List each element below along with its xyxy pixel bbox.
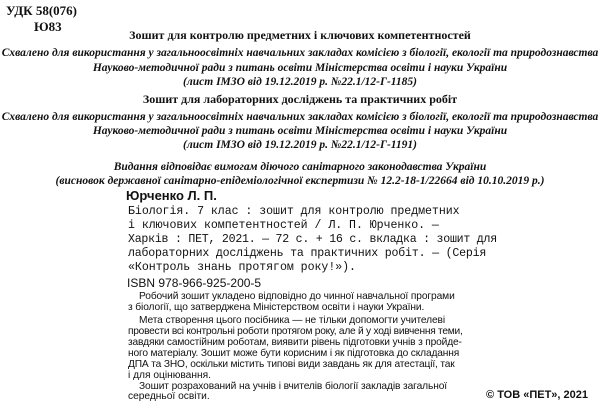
paragraph1-line-2: з біології, що затверджена Міністерством освіти і науки України. xyxy=(128,302,425,313)
sanitary-line-1: Видання відповідає вимогам діючого санітарного законодавства України xyxy=(113,161,487,173)
paragraph2-line-4: ного матеріалу. Зошит може бути корисним і як підготовка до складання xyxy=(128,348,460,359)
section2-title: Зошит для лабораторних досліджень та практичних робіт xyxy=(142,92,458,106)
paragraph2-line-3: завдяки самостійним роботам, виявити рівень підготовки учнів з пройде- xyxy=(128,337,462,348)
paragraph3-line-2: середньої освіти. xyxy=(128,391,210,402)
section2-approval-line-2: Науково-методичної ради з питань освіти Міністерства освіти і науки України xyxy=(92,125,508,137)
paragraph2-line-2: провести всі контрольні роботи протягом року, але й у ході вивчення теми, xyxy=(128,326,463,337)
section1-title: Зошит для контролю предметних і ключових компетентностей xyxy=(129,28,471,42)
copyright: © ТОВ «ПЕТ», 2021 xyxy=(486,389,588,401)
paragraph2-line-5: ДПА та ЗНО, оскільки містить типові види завдань як для атестації, так xyxy=(128,359,455,370)
author-heading: Юрченко Л. П. xyxy=(126,188,217,203)
bbk-code: Ю83 xyxy=(34,19,62,34)
section2-approval-line-3: (лист ІМЗО від 19.12.2019 р. №22.1/12-Г-1191) xyxy=(183,139,417,151)
section1-approval-line-1: Схвалено для використання у загальноосвітніх навчальних закладах комісією з біології, екології та природознавства xyxy=(1,47,599,59)
paragraph1-line-1: Робочий зошит укладено відповідно до чинної навчальної програми xyxy=(139,291,455,302)
citation-line-5: «Контроль знань протягом року!»). xyxy=(128,261,356,274)
citation-line-2: і ключових компетентностей / Л. П. Юрченко. — xyxy=(128,219,439,232)
citation-line-3: Харків : ПЕТ, 2021. — 72 с. + 16 с. вкладка : зошит для xyxy=(128,233,497,246)
section1-approval-line-2: Науково-методичної ради з питань освіти Міністерства освіти і науки України xyxy=(92,62,508,74)
udk-code: УДК 58(076) xyxy=(6,3,78,18)
sanitary-line-2: (висновок державної санітарно-епідеміологічної експертизи № 12.2-18-1/22664 від 10.10.2019 р.) xyxy=(55,175,545,187)
section2-approval-line-1: Схвалено для використання у загальноосвітніх навчальних закладах комісією з біології, екології та природознавства xyxy=(1,111,599,123)
isbn: ISBN 978-966-925-200-5 xyxy=(127,276,262,290)
paragraph3-line-1: Зошит розрахований на учнів і вчителів біології закладів загальної xyxy=(139,381,448,392)
section1-approval-line-3: (лист ІМЗО від 19.12.2019 р. №22.1/12-Г-1185) xyxy=(183,76,417,88)
citation-line-1: Біологія. 7 клас : зошит для контролю предметних xyxy=(128,205,460,218)
paragraph2-line-1: Мета створення цього посібника — не тільки допомогти учителеві xyxy=(139,315,446,326)
citation-line-4: лабораторних досліджень та практичних робіт. — (Серія xyxy=(128,247,487,260)
paragraph2-line-6: і для оцінювання. xyxy=(128,370,211,381)
